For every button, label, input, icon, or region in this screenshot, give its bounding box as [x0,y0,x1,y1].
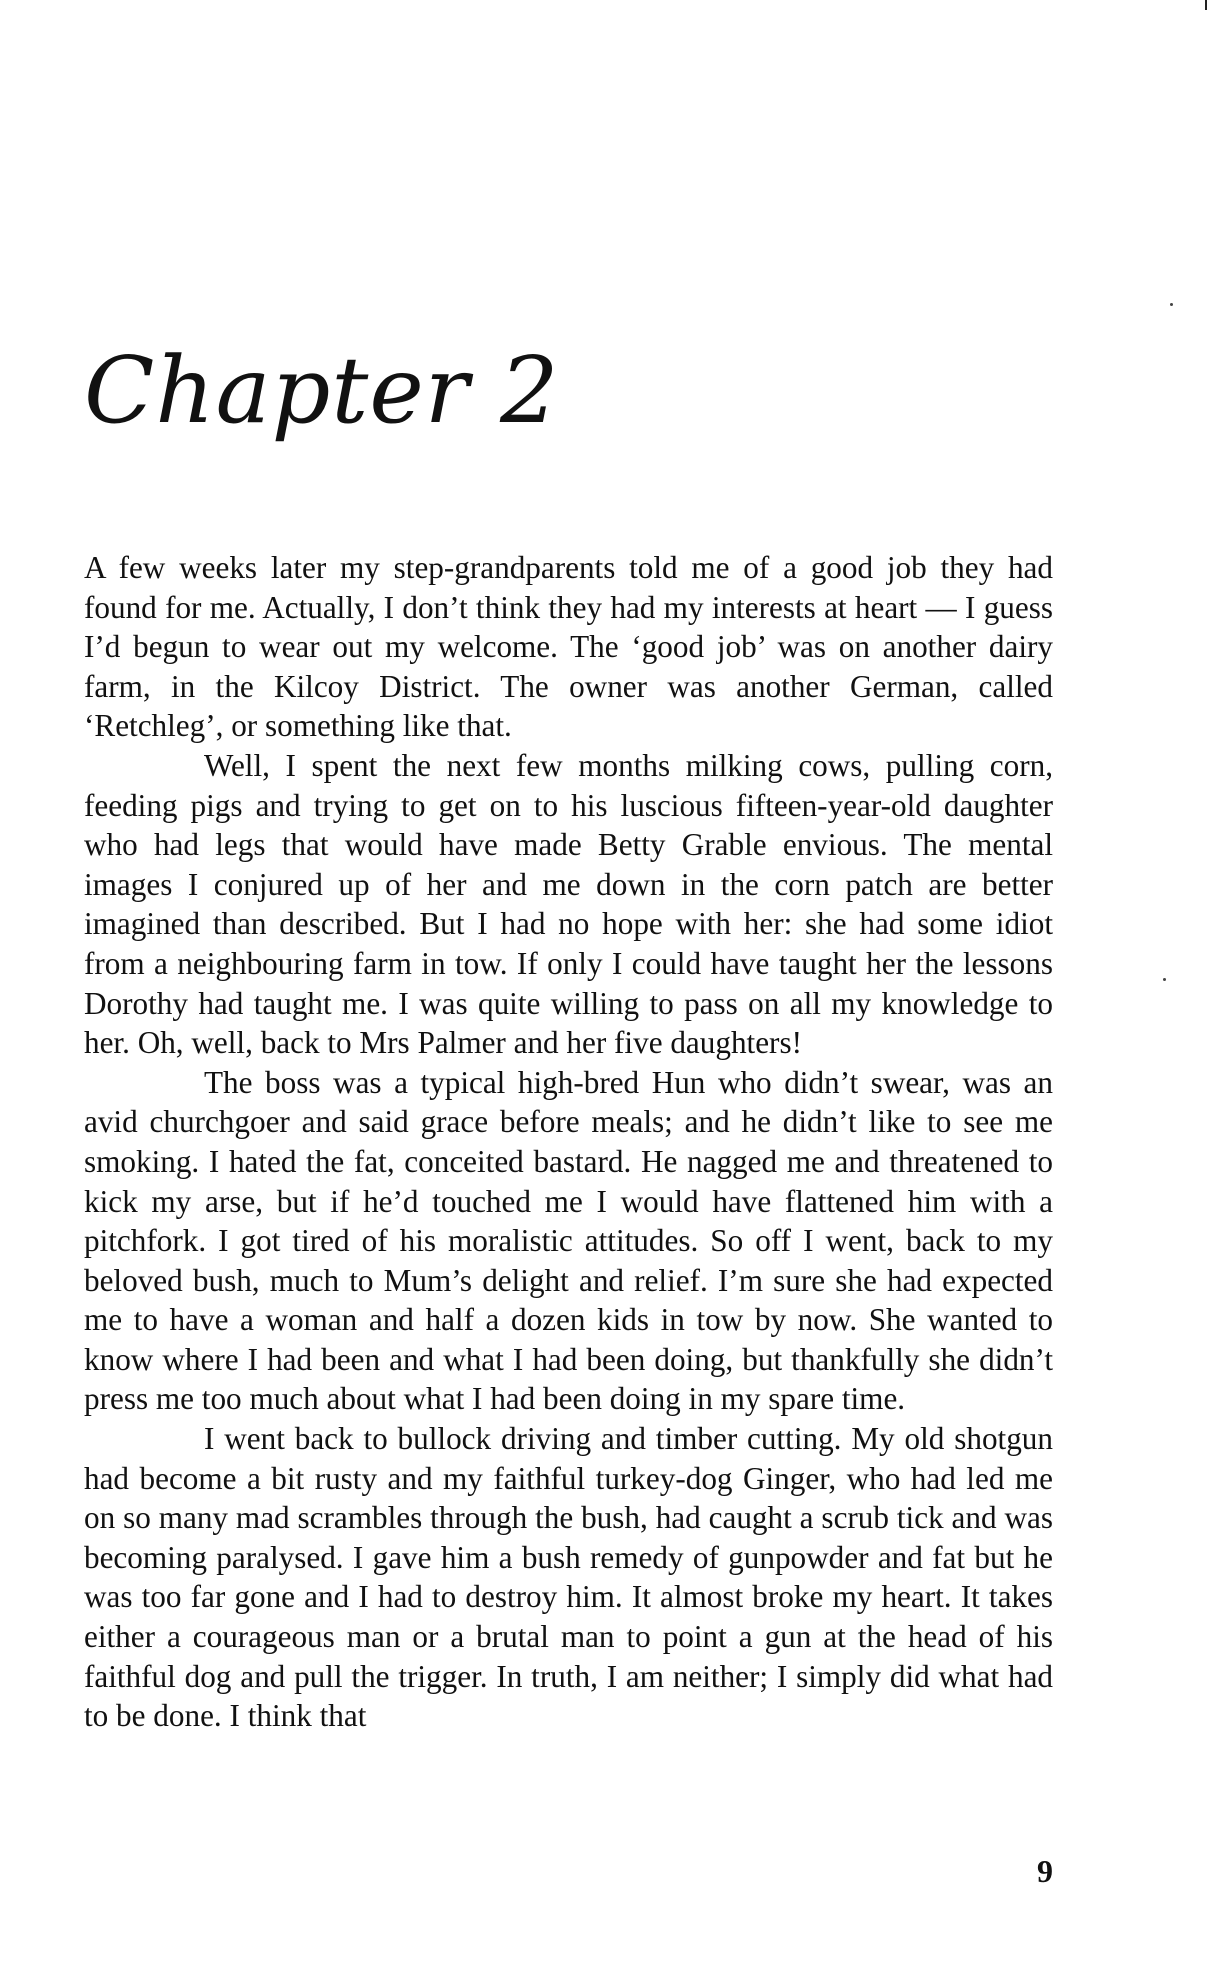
chapter-title: Chapter 2 [84,337,560,444]
paragraph-2: Well, I spent the next few months milking cows, pulling corn, feeding pigs and trying to get on to his luscious fifteen-year-old daughter who had legs that would have made Betty Grable envious. The mental images I conjured up of her and me down in the corn patch are better imagined than described. But I had no hope with her: she had some idiot from a neighbouring farm in tow. If only I could have taught her the lessons Dorothy had taught me. I was quite willing to pass on all my knowledge to her. Oh, well, back to Mrs Palmer and her five daughters! [84,747,1053,1061]
scan-speck [1170,303,1173,306]
paragraph-4: I went back to bullock driving and timber cutting. My old shotgun had become a bit rusty and my faithful turkey-dog Ginger, who had led me on so many mad scrambles through the bush, had caught a scrub tick and was becoming paralysed. I gave him a bush remedy of gunpowder and fat but he was too far gone and I had to destroy him. It almost broke my heart. It takes either a courageous man or a brutal man to point a gun at the head of his faithful dog and pull the trigger. In truth, I am neither; I simply did what had to be done. I think that [84,1421,1053,1734]
paragraph-1: A few weeks later my step-grandparents told me of a good job they had found for me. Actually, I don’t think they had my interests at heart — I guess I’d begun to wear out my welcome. The ‘good job’ was on another dairy farm, in the Kilcoy District. The owner was another German, called ‘Retchleg’, or something like that. [84,550,1053,744]
page-number: 9 [1037,1853,1053,1889]
scan-edge-mark [1205,0,1207,10]
scan-speck [1163,978,1166,981]
chapter-body [84,548,1053,1736]
paragraph-3: The boss was a typical high-bred Hun who didn’t swear, was an avid churchgoer and said grace before meals; and he didn’t like to see me smoking. I hated the fat, conceited bastard. He nagged me and threatened to kick my arse, but if he’d touched me I would have flattened him with a pitchfork. I got tired of his moralistic attitudes. So off I went, back to my beloved bush, much to Mum’s delight and relief. I’m sure she had expected me to have a woman and half a dozen kids in tow by now. She wanted to know where I had been and what I had been doing, but thankfully she didn’t press me too much about what I had been doing in my spare time. [84,1064,1053,1417]
